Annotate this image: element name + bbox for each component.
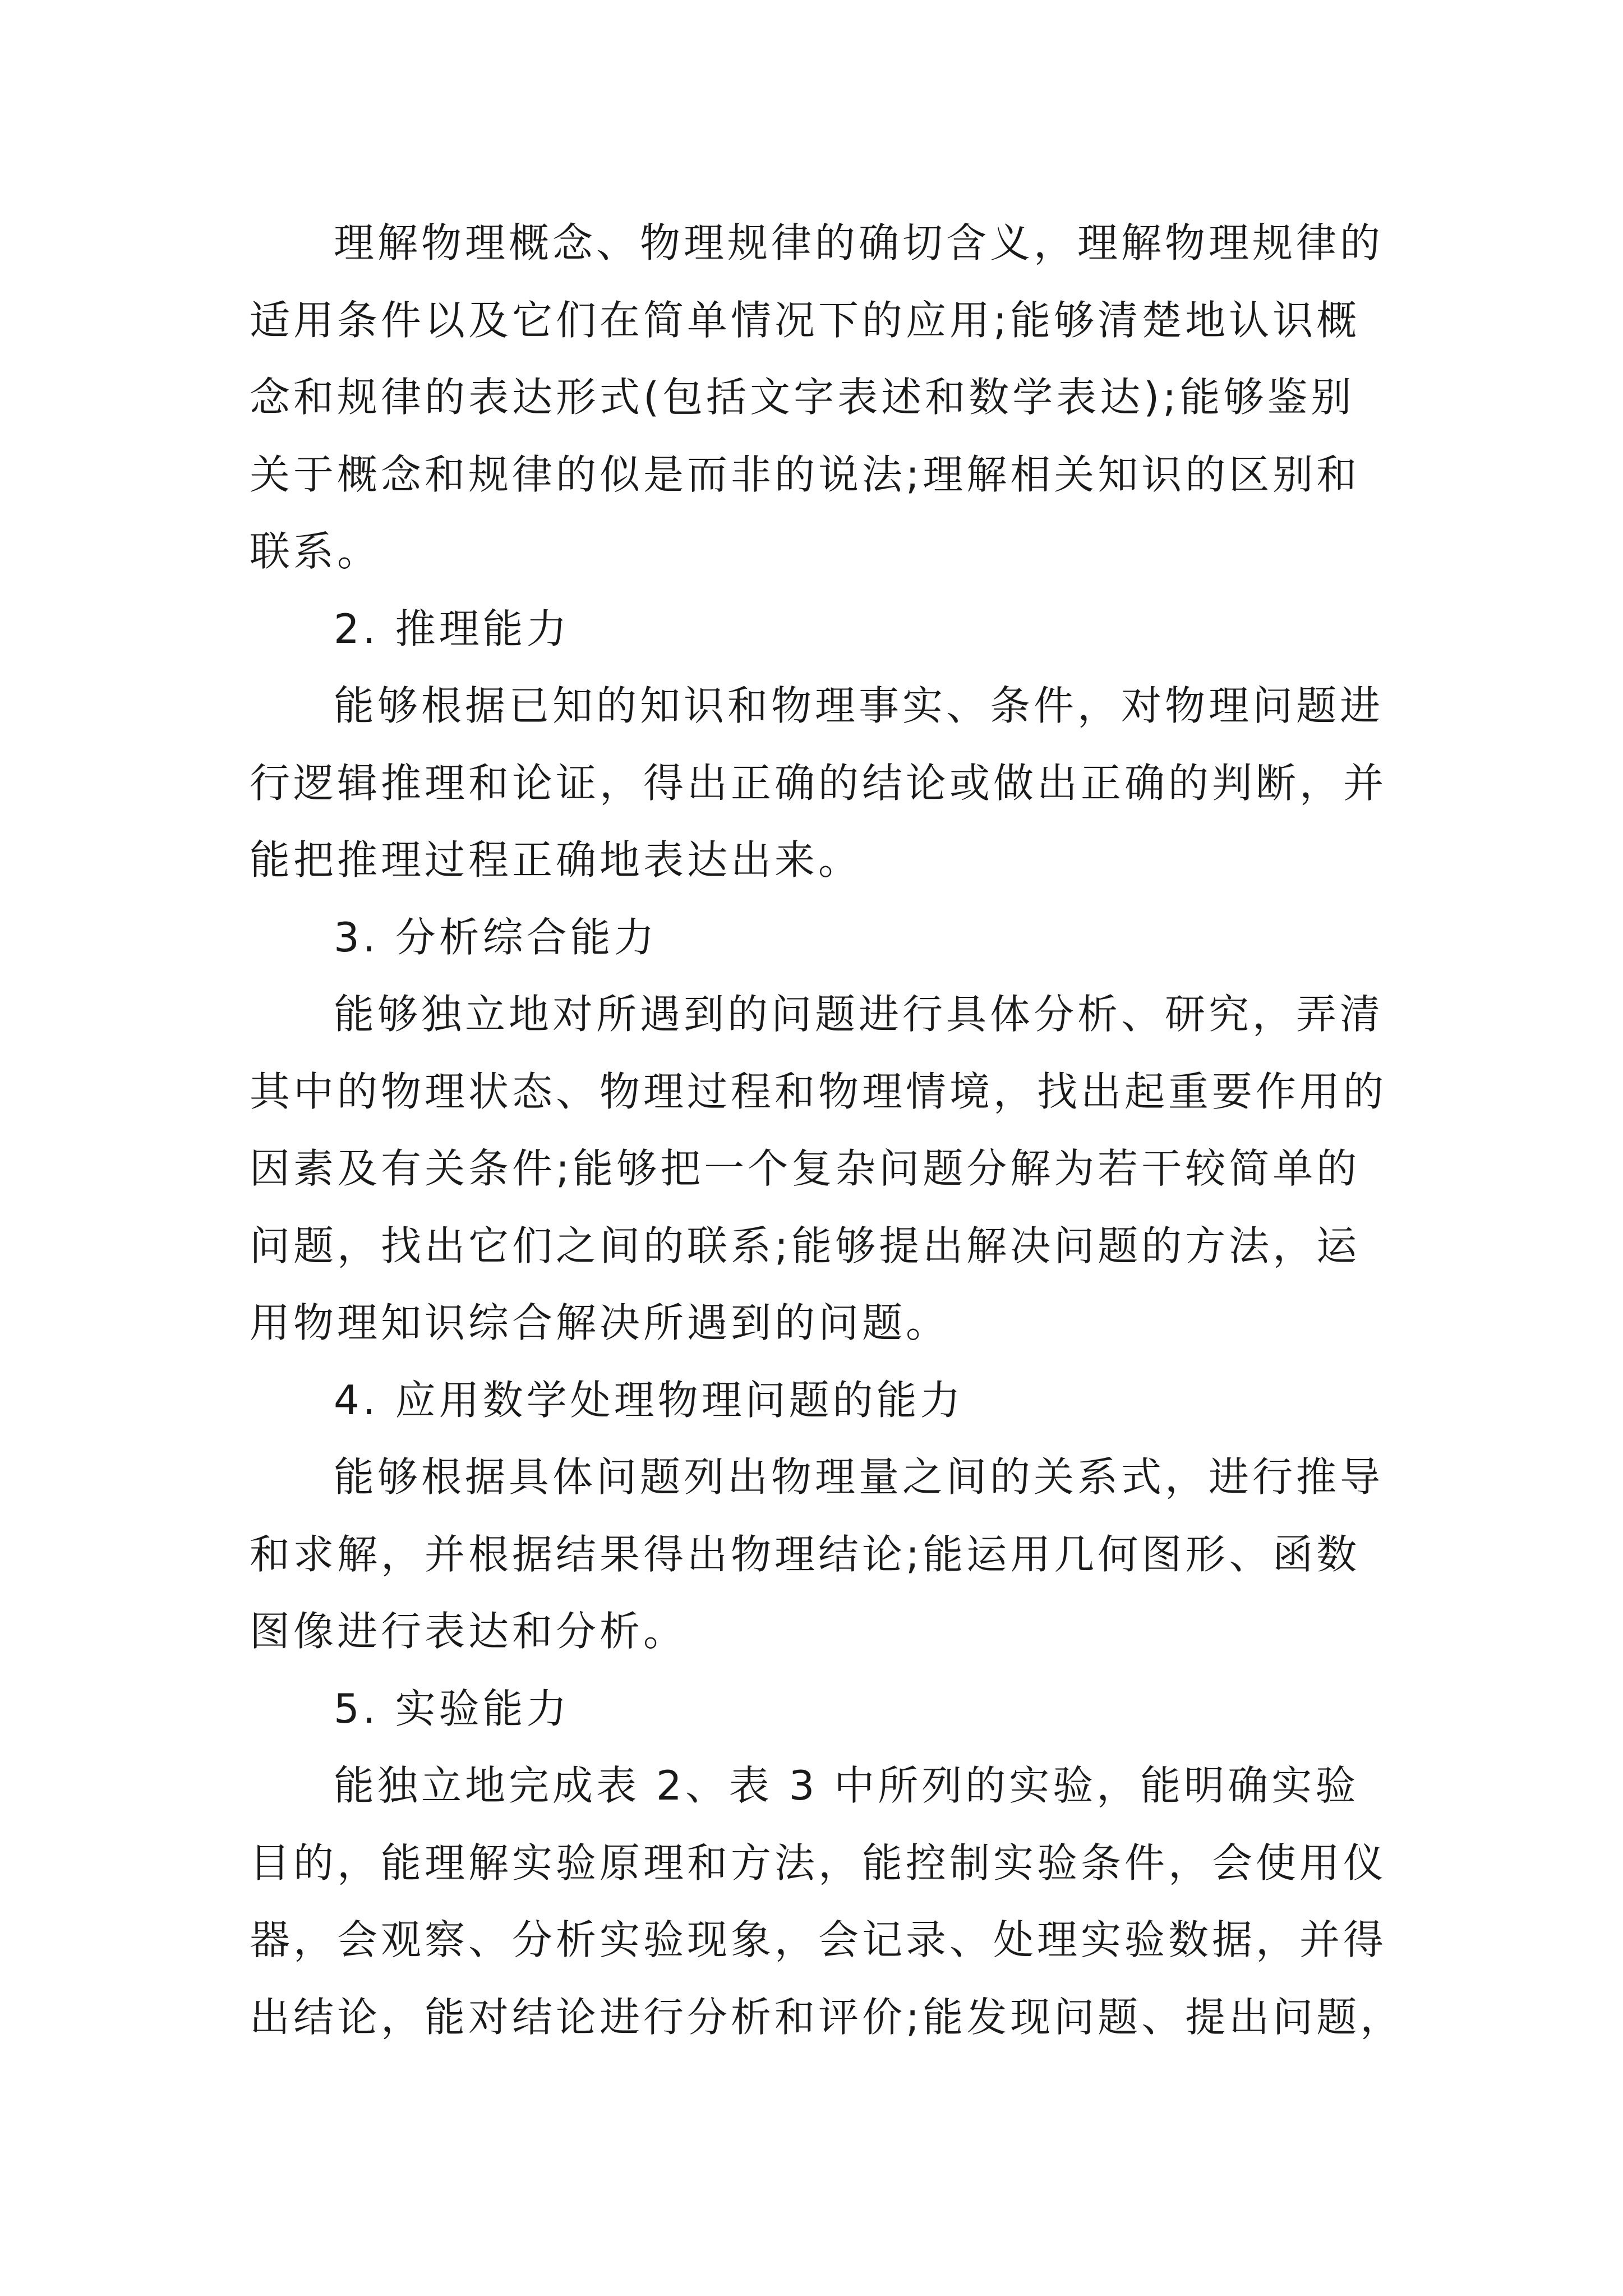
paragraph-line: 能把推理过程正确地表达出来。 <box>250 836 863 884</box>
paragraph-line: 能够独立地对所遇到的问题进行具体分析、研究，弄清 <box>334 991 1384 1038</box>
paragraph-line: 器，会观察、分析实验现象，会记录、处理实验数据，并得 <box>250 1916 1387 1963</box>
paragraph-line: 联系。 <box>250 528 381 575</box>
paragraph-line: 念和规律的表达形式(包括文字表述和数学表达);能够鉴别 <box>250 374 1355 421</box>
paragraph-line: 图像进行表达和分析。 <box>250 1608 688 1655</box>
paragraph-line: 能独立地完成表 2、表 3 中所列的实验，能明确实验 <box>334 1762 1359 1809</box>
paragraph-line: 用物理知识综合解决所遇到的问题。 <box>250 1299 950 1346</box>
section-heading-reasoning: 2. 推理能力 <box>334 605 570 652</box>
document-body <box>250 205 1404 2056</box>
paragraph-line: 能够根据已知的知识和物理事实、条件，对物理问题进 <box>334 682 1384 729</box>
section-heading-analysis: 3. 分析综合能力 <box>334 913 658 961</box>
paragraph-line: 出结论，能对结论进行分析和评价;能发现问题、提出问题， <box>250 1993 1404 2041</box>
paragraph-line: 关于概念和规律的似是而非的说法;理解相关知识的区别和 <box>250 450 1361 498</box>
paragraph-line: 和求解，并根据结果得出物理结论;能运用几何图形、函数 <box>250 1530 1361 1578</box>
section-heading-math: 4. 应用数学处理物理问题的能力 <box>334 1376 964 1424</box>
paragraph-line: 理解物理概念、物理规律的确切含义，理解物理规律的 <box>334 219 1384 266</box>
paragraph-line: 适用条件以及它们在简单情况下的应用;能够清楚地认识概 <box>250 296 1361 344</box>
paragraph-line: 能够根据具体问题列出物理量之间的关系式，进行推导 <box>334 1453 1384 1501</box>
paragraph-line: 目的，能理解实验原理和方法，能控制实验条件，会使用仪 <box>250 1839 1387 1887</box>
section-heading-experiment: 5. 实验能力 <box>334 1685 570 1732</box>
paragraph-line: 问题，找出它们之间的联系;能够提出解决问题的方法，运 <box>250 1222 1361 1269</box>
paragraph-line: 行逻辑推理和论证，得出正确的结论或做出正确的判断，并 <box>250 759 1387 807</box>
paragraph-line: 其中的物理状态、物理过程和物理情境，找出起重要作用的 <box>250 1068 1387 1115</box>
paragraph-line: 因素及有关条件;能够把一个复杂问题分解为若干较简单的 <box>250 1145 1361 1192</box>
